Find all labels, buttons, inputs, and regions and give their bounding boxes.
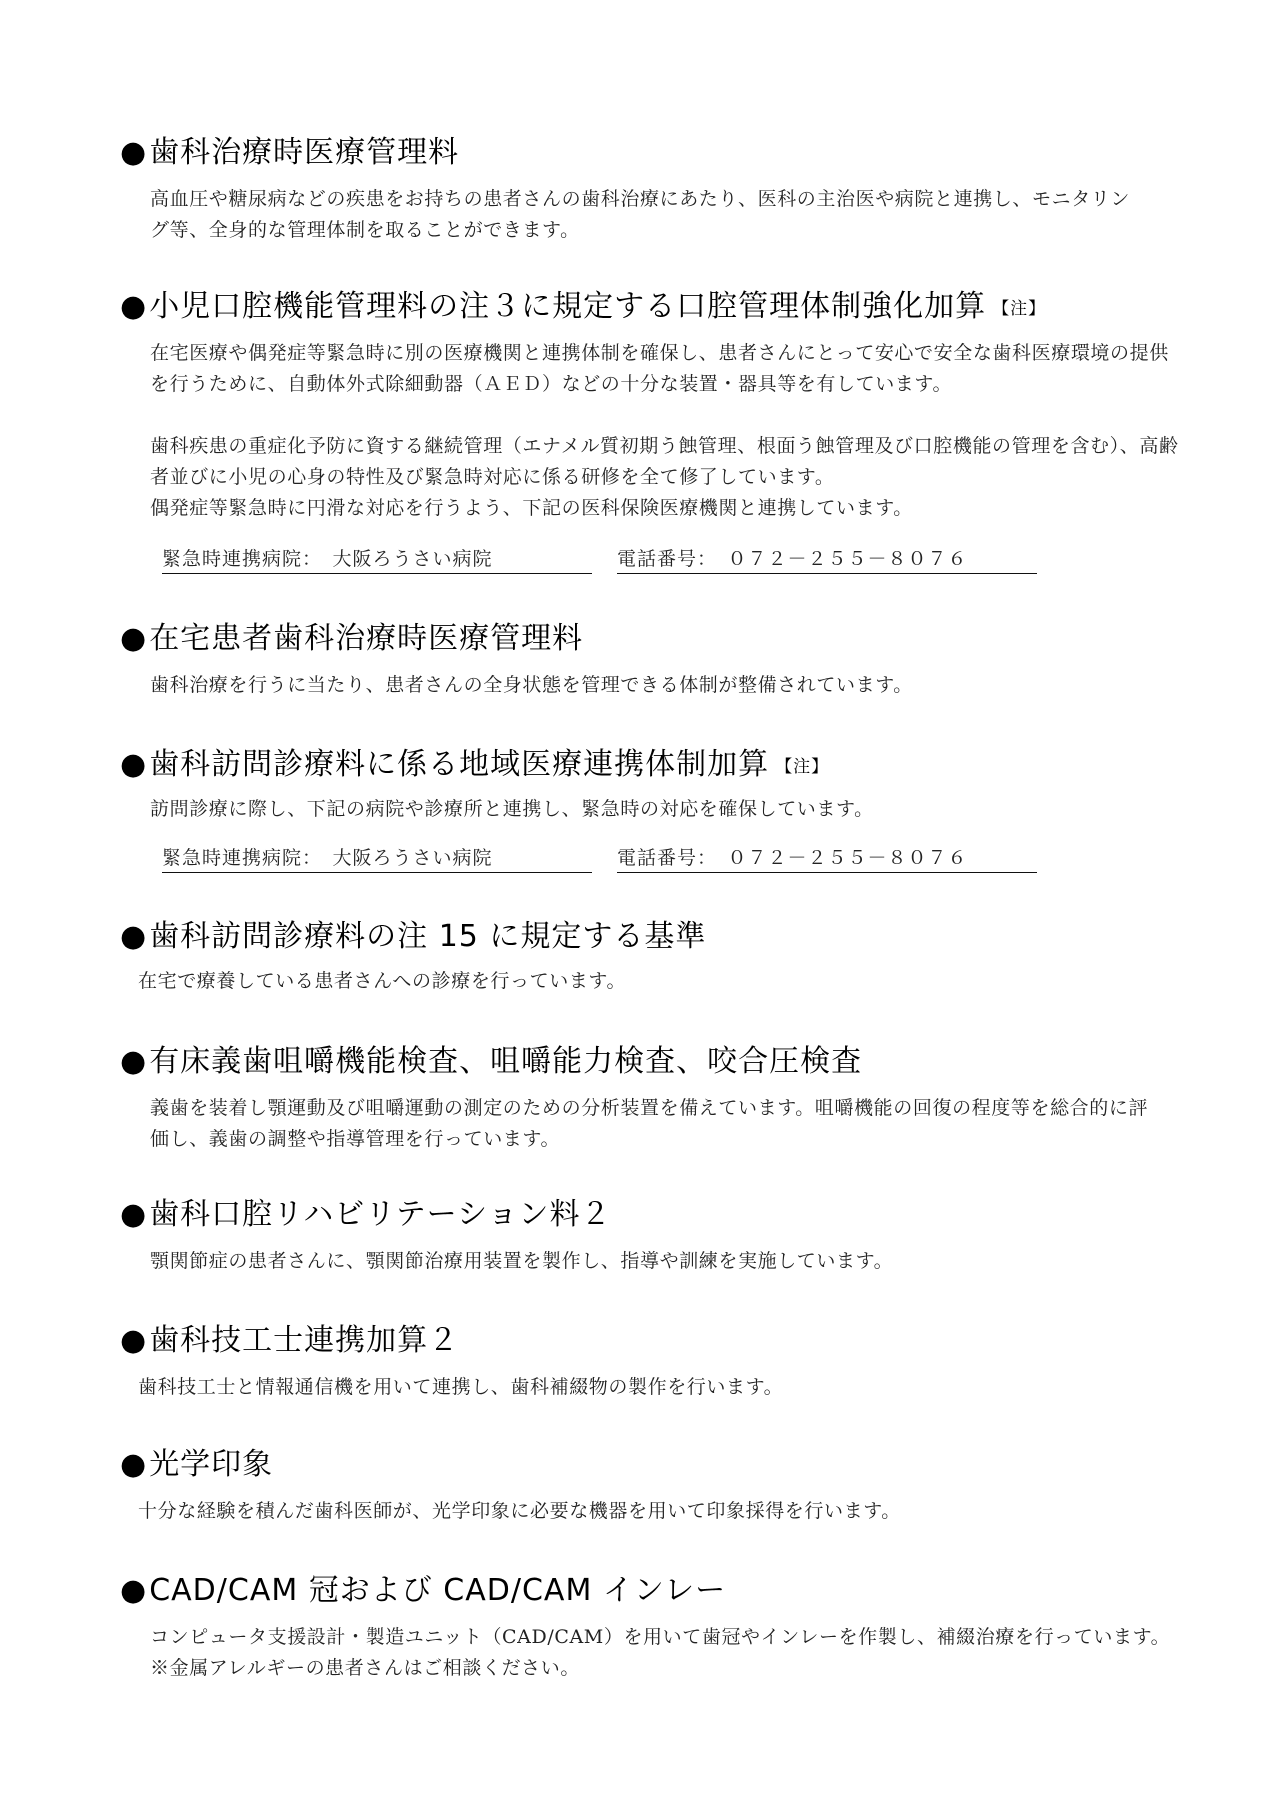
- section-heading: [120, 134, 459, 172]
- section-heading: [120, 620, 583, 658]
- section-title: 在宅患者歯科治療時医療管理料: [149, 621, 584, 656]
- section-paragraph: 歯科技工士と情報通信機を用いて連携し、歯科補綴物の製作を行います。: [138, 1376, 784, 1398]
- bullet-icon: ●: [120, 289, 148, 324]
- bullet-icon: ●: [120, 135, 148, 170]
- section-heading: [120, 1446, 273, 1484]
- section-title: 光学印象: [149, 1447, 274, 1482]
- section-paragraph: 義歯を装着し顎運動及び咀嚼運動の測定のための分析装置を備えています。咀嚼機能の回復の程度等を総合的に評価し、義歯の調整や指導管理を行っています。: [150, 1097, 1149, 1150]
- section-title: 歯科技工士連携加算２: [149, 1323, 460, 1358]
- section-paragraph: 歯科治療を行うに当たり、患者さんの全身状態を管理できる体制が整備されています。: [150, 674, 913, 696]
- bullet-icon: ●: [120, 747, 148, 782]
- section-paragraph: 高血圧や糖尿病などの疾患をお持ちの患者さんの歯科治療にあたり、医科の主治医や病院と連携し、モニタリング等、全身的な管理体制を取ることができます。: [150, 188, 1131, 241]
- section-title: 歯科治療時医療管理料: [149, 135, 460, 170]
- section-paragraph: コンピュータ支援設計・製造ユニット（CAD/CAM）を用いて歯冠やインレーを作製し、補綴治療を行っています。※金属アレルギーの患者さんはご相談ください。: [150, 1626, 1171, 1679]
- bullet-icon: ●: [120, 1573, 148, 1608]
- phone-number: 電話番号： ０７２－２５５－８０７６: [617, 843, 1037, 873]
- bullet-icon: ●: [120, 1323, 148, 1358]
- section-title: 歯科口腔リハビリテーション料２: [149, 1197, 612, 1232]
- bullet-icon: ●: [120, 919, 148, 954]
- bullet-icon: ●: [120, 1197, 148, 1232]
- section-paragraph: 偶発症等緊急時に円滑な対応を行うよう、下記の医科保険医療機関と連携しています。: [150, 497, 913, 519]
- section-paragraph: 在宅で療養している患者さんへの診療を行っています。: [138, 970, 627, 992]
- section-heading: [120, 1572, 726, 1610]
- hospital-name: 緊急時連携病院： 大阪ろうさい病院: [162, 843, 592, 873]
- bullet-icon: ●: [120, 1044, 148, 1079]
- section-title: 小児口腔機能管理料の注３に規定する口腔管理体制強化加算: [149, 289, 987, 324]
- section-paragraph: 在宅医療や偶発症等緊急時に別の医療機関と連携体制を確保し、患者さんにとって安心で安全な歯科医療環境の提供を行うために、自動体外式除細動器（ＡＥＤ）などの十分な装置・器具等を有しています。: [150, 342, 1169, 395]
- section-title: 有床義歯咀嚼機能検査、咀嚼能力検査、咬合圧検査: [149, 1044, 863, 1079]
- note-marker: 【注】: [992, 299, 1047, 319]
- section-heading: [120, 1322, 459, 1360]
- bullet-icon: ●: [120, 621, 148, 656]
- section-heading: [120, 288, 1046, 328]
- bullet-icon: ●: [120, 1447, 148, 1482]
- section-title: 歯科訪問診療料の注 15 に規定する基準: [149, 919, 707, 954]
- section-heading: [120, 1043, 862, 1081]
- section-title: CAD/CAM 冠および CAD/CAM インレー: [149, 1573, 727, 1608]
- section-title: 歯科訪問診療料に係る地域医療連携体制加算: [149, 747, 770, 782]
- hospital-name: 緊急時連携病院： 大阪ろうさい病院: [162, 544, 592, 574]
- section-heading: [120, 918, 706, 956]
- section-heading: [120, 746, 829, 786]
- section-paragraph: 顎関節症の患者さんに、顎関節治療用装置を製作し、指導や訓練を実施しています。: [150, 1250, 894, 1272]
- section-heading: [120, 1196, 612, 1234]
- phone-number: 電話番号： ０７２－２５５－８０７６: [617, 544, 1037, 574]
- note-marker: 【注】: [775, 757, 830, 777]
- section-paragraph: 歯科疾患の重症化予防に資する継続管理（エナメル質初期う蝕管理、根面う蝕管理及び口腔機能の管理を含む）、高齢者並びに小児の心身の特性及び緊急時対応に係る研修を全て修了しています。: [150, 435, 1179, 488]
- section-paragraph: 十分な経験を積んだ歯科医師が、光学印象に必要な機器を用いて印象採得を行います。: [138, 1500, 901, 1522]
- section-paragraph: 訪問診療に際し、下記の病院や診療所と連携し、緊急時の対応を確保しています。: [150, 798, 874, 820]
